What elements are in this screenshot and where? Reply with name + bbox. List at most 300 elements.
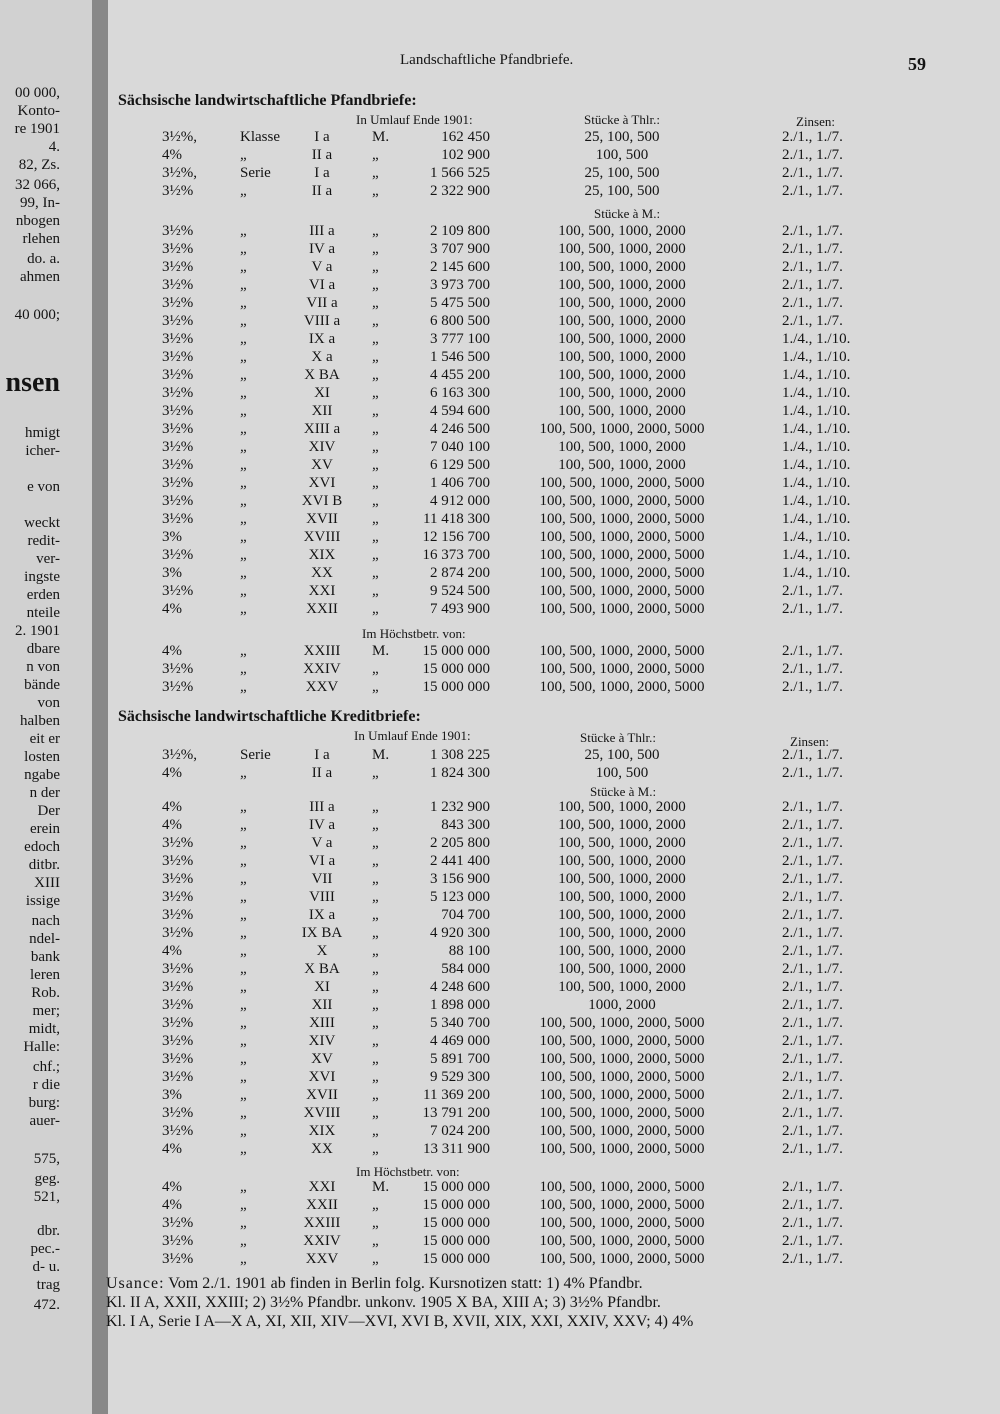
left-column-line: Rob. (31, 985, 60, 1001)
rate-cell: 3½% (162, 259, 194, 275)
class-cell: „ (240, 1215, 247, 1231)
currency-cell: „ (372, 583, 379, 599)
table-row (0, 1032, 1000, 1050)
left-column-line: chf.; (32, 1059, 60, 1075)
currency-cell: „ (372, 367, 379, 383)
denominations-cell: 100, 500, 1000, 2000, 5000 (539, 1141, 705, 1157)
class-cell: „ (240, 1087, 247, 1103)
amount-cell: 1 546 500 (430, 349, 490, 365)
denominations-cell: 25, 100, 500 (584, 747, 660, 763)
table-row (0, 348, 1000, 366)
interest-cell: 2./1., 1./7. (782, 1069, 843, 1085)
interest-cell: 2./1., 1./7. (782, 907, 843, 923)
amount-cell: 11 418 300 (423, 511, 490, 527)
currency-cell: „ (372, 1033, 379, 1049)
left-column-line: bände (24, 677, 60, 693)
col-header-stuecke-thlr: Stücke à Thlr.: (584, 112, 660, 127)
denominations-cell: 100, 500, 1000, 2000 (558, 313, 686, 329)
series-cell: IX BA (301, 925, 343, 941)
series-cell: XIX (308, 1123, 336, 1139)
table-row (0, 128, 1000, 146)
denominations-cell: 100, 500, 1000, 2000, 5000 (539, 1233, 705, 1249)
class-cell: „ (240, 943, 247, 959)
interest-cell: 2./1., 1./7. (782, 295, 843, 311)
table-row (0, 456, 1000, 474)
left-column-line: mer; (32, 1003, 60, 1019)
left-column-line: 00 000, (15, 85, 60, 101)
interest-cell: 2./1., 1./7. (782, 747, 843, 763)
table-row (0, 996, 1000, 1014)
amount-cell: 4 248 600 (430, 979, 490, 995)
interest-cell: 1./4., 1./10. (782, 385, 851, 401)
currency-cell: „ (372, 331, 379, 347)
interest-cell: 2./1., 1./7. (782, 979, 843, 995)
class-cell: „ (240, 277, 247, 293)
currency-cell: „ (372, 475, 379, 491)
amount-cell: 5 123 000 (430, 889, 490, 905)
class-cell: „ (240, 457, 247, 473)
currency-cell: „ (372, 1069, 379, 1085)
class-cell: „ (240, 871, 247, 887)
amount-cell: 2 322 900 (430, 183, 490, 199)
amount-cell: 1 566 525 (430, 165, 490, 181)
col-header-stuecke-m: Stücke à M.: (594, 206, 661, 221)
table-row (0, 366, 1000, 384)
amount-cell: 15 000 000 (422, 661, 490, 677)
interest-cell: 2./1., 1./7. (782, 643, 843, 659)
interest-cell: 2./1., 1./7. (782, 1051, 843, 1067)
left-column-line: icher- (25, 443, 60, 459)
table-row (0, 924, 1000, 942)
interest-cell: 2./1., 1./7. (782, 997, 843, 1013)
col-header-umlauf: In Umlauf Ende 1901: (354, 728, 471, 743)
usance-note (106, 1274, 936, 1331)
class-cell: „ (240, 565, 247, 581)
series-cell: XXIV (303, 661, 341, 677)
left-column-line: nach (31, 913, 60, 929)
currency-cell: „ (372, 1233, 379, 1249)
interest-cell: 1./4., 1./10. (782, 547, 851, 563)
currency-cell: „ (372, 349, 379, 365)
table-row (0, 978, 1000, 996)
amount-cell: 102 900 (441, 147, 490, 163)
interest-cell: 1./4., 1./10. (782, 493, 851, 509)
currency-cell: „ (372, 511, 379, 527)
denominations-cell: 100, 500, 1000, 2000 (558, 979, 686, 995)
col-header-zinsen: Zinsen: (790, 734, 829, 749)
amount-cell: 2 205 800 (430, 835, 490, 851)
amount-cell: 13 311 900 (423, 1141, 490, 1157)
left-column-line: leren (30, 967, 60, 983)
col-header-stuecke-m: Stücke à M.: (590, 784, 657, 799)
rate-cell: 3½% (162, 1123, 194, 1139)
rate-cell: 3½%, (162, 129, 197, 145)
series-cell: IV a (309, 817, 335, 833)
interest-cell: 1./4., 1./10. (782, 529, 851, 545)
table-row (0, 546, 1000, 564)
series-cell: XXIII (303, 643, 341, 659)
left-column-line: 472. (33, 1297, 60, 1313)
table-row (0, 1178, 1000, 1196)
rate-cell: 3½% (162, 547, 194, 563)
rate-cell: 3½% (162, 835, 194, 851)
class-cell: „ (240, 313, 247, 329)
usance-line (106, 1274, 936, 1293)
rate-cell: 3½% (162, 295, 194, 311)
amount-cell: 15 000 000 (422, 1251, 490, 1267)
table-row (0, 906, 1000, 924)
rate-cell: 3½% (162, 1233, 194, 1249)
denominations-cell: 100, 500, 1000, 2000 (558, 403, 686, 419)
series-cell: III a (309, 223, 335, 239)
denominations-cell: 100, 500, 1000, 2000 (558, 799, 686, 815)
amount-cell: 584 000 (441, 961, 490, 977)
left-column-line: nteile (26, 605, 60, 621)
class-cell: „ (240, 1251, 247, 1267)
series-cell: X BA (304, 367, 340, 383)
usance-text: Vom 2./1. 1901 ab finden in Berlin folg. Kursnotizen statt: 1) 4% Pfandbr. (168, 1275, 643, 1292)
class-cell: „ (240, 997, 247, 1013)
left-column-line: ver- (36, 551, 60, 567)
class-cell: „ (240, 547, 247, 563)
usance-label: Usance: (106, 1275, 165, 1292)
class-cell: „ (240, 385, 247, 401)
rate-cell: 3% (162, 565, 182, 581)
class-cell: „ (240, 1141, 247, 1157)
interest-cell: 2./1., 1./7. (782, 183, 843, 199)
currency-cell: „ (372, 661, 379, 677)
table-row (0, 678, 1000, 696)
currency-cell: „ (372, 565, 379, 581)
interest-cell: 2./1., 1./7. (782, 1015, 843, 1031)
class-cell: „ (240, 961, 247, 977)
series-cell: II a (311, 147, 333, 163)
rate-cell: 3½% (162, 277, 194, 293)
rate-cell: 3½% (162, 385, 194, 401)
series-cell: XXII (306, 601, 338, 617)
left-column-line: ngabe (24, 767, 60, 783)
interest-cell: 2./1., 1./7. (782, 835, 843, 851)
rate-cell: 3½% (162, 349, 194, 365)
left-column-line: 2. 1901 (15, 623, 60, 639)
currency-cell: „ (372, 799, 379, 815)
rate-cell: 4% (162, 1197, 182, 1213)
interest-cell: 2./1., 1./7. (782, 313, 843, 329)
class-cell: „ (240, 147, 247, 163)
rate-cell: 3½% (162, 853, 194, 869)
interest-cell: 2./1., 1./7. (782, 277, 843, 293)
currency-cell: M. (372, 129, 390, 145)
rate-cell: 3½%, (162, 165, 197, 181)
interest-cell: 1./4., 1./10. (782, 565, 851, 581)
series-cell: IX a (308, 331, 336, 347)
interest-cell: 2./1., 1./7. (782, 799, 843, 815)
table-row (0, 746, 1000, 764)
interest-cell: 2./1., 1./7. (782, 853, 843, 869)
denominations-cell: 100, 500, 1000, 2000, 5000 (539, 529, 705, 545)
denominations-cell: 100, 500, 1000, 2000 (558, 385, 686, 401)
table-row (0, 798, 1000, 816)
interest-cell: 2./1., 1./7. (782, 259, 843, 275)
table-row (0, 1014, 1000, 1032)
table-row (0, 240, 1000, 258)
rate-cell: 3½% (162, 1251, 194, 1267)
table-row (0, 384, 1000, 402)
denominations-cell: 100, 500, 1000, 2000 (558, 367, 686, 383)
page-title: Landschaftliche Pfandbriefe. (400, 52, 574, 68)
class-cell: „ (240, 223, 247, 239)
amount-cell: 7 024 200 (430, 1123, 490, 1139)
left-column-line: redit- (27, 533, 60, 549)
currency-cell: „ (372, 1197, 379, 1213)
left-column-line: nsen (5, 367, 60, 398)
series-cell: XI (314, 385, 330, 401)
series-cell: XII (311, 403, 333, 419)
left-column-line: eit er (29, 731, 60, 747)
series-cell: II a (311, 183, 333, 199)
amount-cell: 15 000 000 (422, 1215, 490, 1231)
table-row (0, 276, 1000, 294)
amount-cell: 88 100 (448, 943, 490, 959)
left-column-line: ingste (24, 569, 60, 585)
series-cell: XVI (308, 1069, 336, 1085)
rate-cell: 3½% (162, 1033, 194, 1049)
denominations-cell: 100, 500, 1000, 2000, 5000 (539, 601, 705, 617)
currency-cell: „ (372, 259, 379, 275)
denominations-cell: 100, 500, 1000, 2000, 5000 (539, 493, 705, 509)
class-cell: „ (240, 817, 247, 833)
currency-cell: „ (372, 997, 379, 1013)
left-column-line: trag (36, 1277, 60, 1293)
col-header-stuecke-thlr: Stücke à Thlr.: (580, 730, 656, 745)
currency-cell: „ (372, 679, 379, 695)
table-row (0, 492, 1000, 510)
currency-cell: „ (372, 295, 379, 311)
denominations-cell: 100, 500, 1000, 2000, 5000 (539, 547, 705, 563)
left-column-line: 40 000; (14, 307, 60, 323)
page-header (0, 52, 1000, 76)
interest-cell: 1./4., 1./10. (782, 349, 851, 365)
class-cell: „ (240, 511, 247, 527)
series-cell: XVI B (301, 493, 343, 509)
amount-cell: 7 040 100 (430, 439, 490, 455)
rate-cell: 4% (162, 943, 182, 959)
table-row (0, 764, 1000, 782)
rate-cell: 3½% (162, 997, 194, 1013)
usance-line: Kl. II A, XXII, XXIII; 2) 3½% Pfandbr. unkonv. 1905 X BA, XIII A; 3) 3½% Pfandbr. (106, 1294, 661, 1311)
class-cell: „ (240, 367, 247, 383)
class-cell: „ (240, 331, 247, 347)
rate-cell: 3½% (162, 661, 194, 677)
rate-cell: 3½% (162, 421, 194, 437)
table-row (0, 888, 1000, 906)
interest-cell: 2./1., 1./7. (782, 165, 843, 181)
currency-cell: „ (372, 907, 379, 923)
left-column-line: ahmen (20, 269, 60, 285)
series-cell: XII (311, 997, 333, 1013)
rate-cell: 3% (162, 1087, 182, 1103)
denominations-cell: 100, 500, 1000, 2000, 5000 (539, 583, 705, 599)
class-cell: „ (240, 853, 247, 869)
amount-cell: 2 145 600 (430, 259, 490, 275)
series-cell: I a (314, 129, 330, 145)
rate-cell: 3½% (162, 907, 194, 923)
series-cell: XX (311, 565, 333, 581)
series-cell: I a (314, 165, 330, 181)
rate-cell: 3½% (162, 493, 194, 509)
interest-cell: 2./1., 1./7. (782, 661, 843, 677)
rate-cell: 4% (162, 817, 182, 833)
class-cell: „ (240, 403, 247, 419)
table-row (0, 660, 1000, 678)
left-column-line: midt, (28, 1021, 60, 1037)
interest-cell: 2./1., 1./7. (782, 1105, 843, 1121)
denominations-cell: 100, 500, 1000, 2000 (558, 439, 686, 455)
currency-cell: „ (372, 439, 379, 455)
interest-cell: 2./1., 1./7. (782, 925, 843, 941)
denominations-cell: 100, 500, 1000, 2000 (558, 835, 686, 851)
rate-cell: 3½% (162, 679, 194, 695)
class-cell: „ (240, 679, 247, 695)
table-row (0, 1086, 1000, 1104)
rate-cell: 4% (162, 147, 182, 163)
table-row (0, 1250, 1000, 1268)
section-title-pfandbriefe: Sächsische landwirtschaftliche Pfandbriefe: (118, 92, 417, 109)
interest-cell: 1./4., 1./10. (782, 511, 851, 527)
denominations-cell: 100, 500 (595, 147, 649, 163)
rate-cell: 4% (162, 799, 182, 815)
currency-cell: „ (372, 943, 379, 959)
denominations-cell: 100, 500, 1000, 2000, 5000 (539, 1087, 705, 1103)
currency-cell: „ (372, 385, 379, 401)
denominations-cell: 100, 500 (595, 765, 649, 781)
currency-cell: „ (372, 817, 379, 833)
series-cell: III a (309, 799, 335, 815)
rate-cell: 3½% (162, 457, 194, 473)
currency-cell: „ (372, 1141, 379, 1157)
currency-cell: „ (372, 889, 379, 905)
class-cell: „ (240, 475, 247, 491)
class-cell: „ (240, 493, 247, 509)
denominations-cell: 25, 100, 500 (584, 183, 660, 199)
left-column-line: 575, (33, 1151, 60, 1167)
series-cell: VI a (308, 277, 336, 293)
denominations-cell: 100, 500, 1000, 2000, 5000 (539, 511, 705, 527)
interest-cell: 2./1., 1./7. (782, 147, 843, 163)
rate-cell: 3½% (162, 367, 194, 383)
interest-cell: 2./1., 1./7. (782, 1179, 843, 1195)
section-title-kreditbriefe: Sächsische landwirtschaftliche Kreditbriefe: (118, 708, 421, 725)
class-cell: „ (240, 349, 247, 365)
left-column-line: re 1901 (14, 121, 60, 137)
usance-line: Kl. I A, Serie I A—X A, XI, XII, XIV—XVI, XVI B, XVII, XIX, XXI, XXIV, XXV; 4) 4% (106, 1313, 694, 1330)
amount-cell: 11 369 200 (423, 1087, 490, 1103)
table-row (0, 942, 1000, 960)
class-cell: „ (240, 835, 247, 851)
currency-cell: „ (372, 457, 379, 473)
currency-cell: „ (372, 313, 379, 329)
rate-cell: 3½% (162, 1105, 194, 1121)
series-cell: XIII a (303, 421, 341, 437)
denominations-cell: 1000, 2000 (588, 997, 656, 1013)
rate-cell: 3% (162, 529, 182, 545)
col-header-umlauf: In Umlauf Ende 1901: (356, 112, 473, 127)
amount-cell: 2 441 400 (430, 853, 490, 869)
table-row (0, 528, 1000, 546)
series-cell: XXI (308, 1179, 336, 1195)
denominations-cell: 100, 500, 1000, 2000 (558, 295, 686, 311)
interest-cell: 1./4., 1./10. (782, 403, 851, 419)
denominations-cell: 25, 100, 500 (584, 129, 660, 145)
currency-cell: „ (372, 961, 379, 977)
table-row (0, 402, 1000, 420)
currency-cell: „ (372, 529, 379, 545)
denominations-cell: 100, 500, 1000, 2000, 5000 (539, 1215, 705, 1231)
rate-cell: 3½% (162, 331, 194, 347)
interest-cell: 2./1., 1./7. (782, 1215, 843, 1231)
currency-cell: M. (372, 747, 390, 763)
left-column-line: erden (26, 587, 60, 603)
rate-cell: 3½% (162, 961, 194, 977)
class-cell: „ (240, 1197, 247, 1213)
denominations-cell: 100, 500, 1000, 2000 (558, 457, 686, 473)
currency-cell: „ (372, 147, 379, 163)
left-column-line: erein (30, 821, 60, 837)
table-row (0, 1196, 1000, 1214)
interest-cell: 2./1., 1./7. (782, 889, 843, 905)
interest-cell: 2./1., 1./7. (782, 943, 843, 959)
table-row (0, 164, 1000, 182)
class-cell: „ (240, 583, 247, 599)
amount-cell: 4 455 200 (430, 367, 490, 383)
denominations-cell: 100, 500, 1000, 2000 (558, 817, 686, 833)
rate-cell: 3½% (162, 511, 194, 527)
table-row (0, 600, 1000, 618)
left-column-line: n der (29, 785, 60, 801)
series-cell: IV a (309, 241, 335, 257)
series-cell: X BA (304, 961, 340, 977)
left-column-line: pec.- (30, 1241, 60, 1257)
currency-cell: „ (372, 493, 379, 509)
table-row (0, 1104, 1000, 1122)
amount-cell: 3 973 700 (430, 277, 490, 293)
currency-cell: „ (372, 1215, 379, 1231)
table-row (0, 420, 1000, 438)
denominations-cell: 100, 500, 1000, 2000 (558, 907, 686, 923)
left-column-line: d- u. (32, 1259, 60, 1275)
table-row (0, 852, 1000, 870)
series-cell: XVII (306, 1087, 338, 1103)
amount-cell: 4 469 000 (430, 1033, 490, 1049)
denominations-cell: 100, 500, 1000, 2000, 5000 (539, 679, 705, 695)
rate-cell: 3½% (162, 241, 194, 257)
series-cell: V a (311, 259, 333, 275)
series-cell: V a (311, 835, 333, 851)
denominations-cell: 25, 100, 500 (584, 165, 660, 181)
denominations-cell: 100, 500, 1000, 2000 (558, 925, 686, 941)
table-row (0, 816, 1000, 834)
rate-cell: 4% (162, 643, 182, 659)
amount-cell: 16 373 700 (422, 547, 490, 563)
table-row (0, 834, 1000, 852)
class-cell: „ (240, 889, 247, 905)
amount-cell: 15 000 000 (422, 643, 490, 659)
interest-cell: 2./1., 1./7. (782, 129, 843, 145)
interest-cell: 2./1., 1./7. (782, 1141, 843, 1157)
amount-cell: 6 129 500 (430, 457, 490, 473)
amount-cell: 13 791 200 (422, 1105, 490, 1121)
class-cell: „ (240, 529, 247, 545)
